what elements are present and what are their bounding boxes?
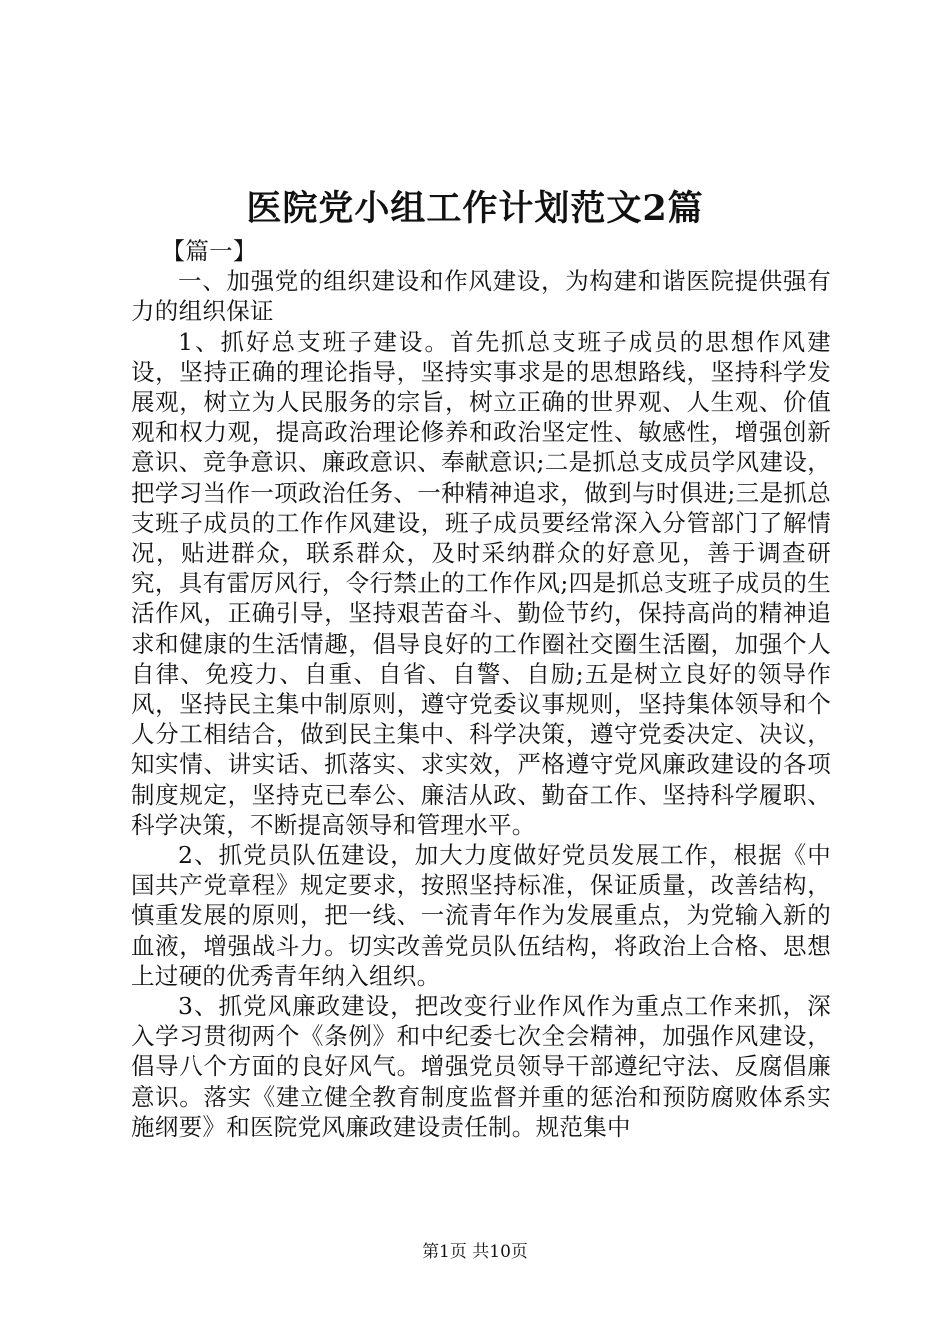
document-body	[131, 236, 831, 1142]
page-number-footer: 第1页 共10页	[422, 1242, 528, 1262]
document-title: 医院党小组工作计划范文2篇	[246, 188, 704, 229]
paragraph-item-3: 3、抓党风廉政建设，把改变行业作风作为重点工作来抓，深入学习贯彻两个《条例》和中纪委七次全会精神，加强作风建设，倡导八个方面的良好风气。增强党员领导干部遵纪守法、反腐倡廉意识。落实《建立健全教育制度监督并重的惩治和预防腐败体系实施纲要》和医院党风廉政建设责任制。规范集中	[131, 992, 831, 1141]
paragraph-item-2: 2、抓党员队伍建设，加大力度做好党员发展工作，根据《中国共产党章程》规定要求，按照坚持标准，保证质量，改善结构，慎重发展的原则，把一线、一流青年作为发展重点，为党输入新的血液，增强战斗力。切实改善党员队伍结构，将政治上合格、思想上过硬的优秀青年纳入组织。	[131, 841, 831, 990]
paragraph-item-1: 1、抓好总支班子建设。首先抓总支班子成员的思想作风建设，坚持正确的理论指导，坚持实事求是的思想路线，坚持科学发展观，树立为人民服务的宗旨，树立正确的世界观、人生观、价值观和权力观，提高政治理论修养和政治坚定性、敏感性，增强创新意识、竞争意识、廉政意识、奉献意识;二是抓总支成员学风建设，把学习当作一项政治任务、一种精神追求，做到与时俱进;三是抓总支班子成员的工作作风建设，班子成员要经常深入分管部门了解情况，贴进群众，联系群众，及时采纳群众的好意见，善于调查研究，具有雷厉风行，令行禁止的工作作风;四是抓总支班子成员的生活作风，正确引导，坚持艰苦奋斗、勤俭节约，保持高尚的精神追求和健康的生活情趣，倡导良好的工作圈社交圈生活圈，加强个人自律、免疫力、自重、自省、自警、自励;五是树立良好的领导作风，坚持民主集中制原则，遵守党委议事规则，坚持集体领导和个人分工相结合，做到民主集中、科学决策，遵守党委决定、决议，知实情、讲实话、抓落实、求实效，严格遵守党风廉政建设的各项制度规定，坚持克已奉公、廉洁从政、勤奋工作、坚持科学履职、科学决策，不断提高领导和管理水平。	[131, 327, 831, 839]
paragraph-heading-1: 一、加强党的组织建设和作风建设，为构建和谐医院提供强有力的组织保证	[131, 267, 831, 326]
section-label: 【篇一】	[161, 237, 257, 265]
